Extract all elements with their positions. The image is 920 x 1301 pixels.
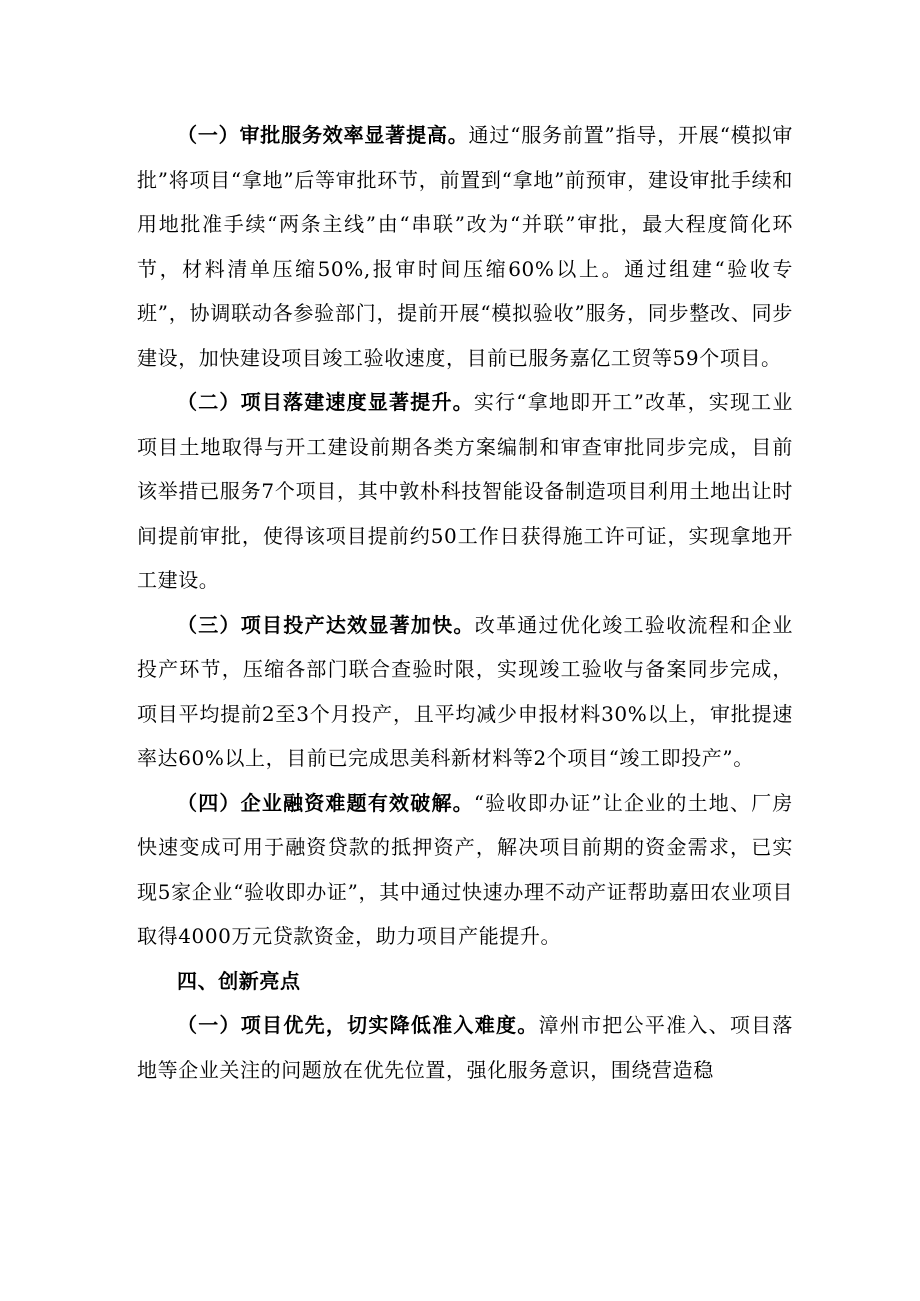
paragraph-financing [137,781,793,959]
paragraph-approval-efficiency [137,113,793,380]
document-body [137,113,793,1092]
paragraph-production-speed [137,603,793,781]
section-title: 四、创新亮点 [177,968,301,993]
paragraph-text: 改革通过优化竣工验收流程和企业投产环节，压缩各部门联合查验时限，实现竣工验收与备案同步完成，项目平均提前2至3个月投产，且平均减少申报材料30%以上，审批提速率达60%以上，目前已完成思美科新材料等2个项目“竣工即投产”。 [137,612,793,770]
paragraph-text: 实行“拿地即开工”改革，实现工业项目土地取得与开工建设前期各类方案编制和审查审批同步完成，目前该举措已服务7个项目，其中敦朴科技智能设备制造项目利用土地出让时间提前审批，使得该项目提前约50工作日获得施工许可证，实现拿地开工建设。 [137,390,793,592]
paragraph-heading: （一）项目优先，切实降低准入难度。 [177,1013,539,1037]
paragraph-heading: （二）项目落建速度显著提升。 [177,390,474,414]
paragraph-project-priority [137,1003,793,1092]
paragraph-text: “验收即办证”让企业的土地、厂房快速变成可用于融资贷款的抵押资产，解决项目前期的资金需求，已实现5家企业“验收即办证”，其中通过快速办理不动产证帮助嘉田农业项目取得4000万元贷款资金，助力项目产能提升。 [137,790,793,948]
paragraph-construction-speed [137,380,793,603]
paragraph-text: 漳州市把公平准入、项目落地等企业关注的问题放在优先位置，强化服务意识，围绕营造稳 [137,1013,794,1082]
paragraph-heading: （四）企业融资难题有效破解。 [177,790,474,815]
paragraph-heading: （三）项目投产达效显著加快。 [177,612,475,637]
paragraph-heading: （一）审批服务效率显著提高。 [177,123,469,147]
paragraph-text: 通过“服务前置”指导，开展“模拟审批”将项目“拿地”后等审批环节，前置到“拿地”前预审，建设审批手续和用地批准手续“两条主线”由“串联”改为“并联”审批，最大程度简化环节，材料清单压缩50%,报审时间压缩60%以上。通过组建“验收专班”，协调联动各参验部门，提前开展“模拟验收”服务，同步整改、同步建设，加快建设项目竣工验收速度，目前已服务嘉亿工贸等59个项目。 [137,123,794,370]
